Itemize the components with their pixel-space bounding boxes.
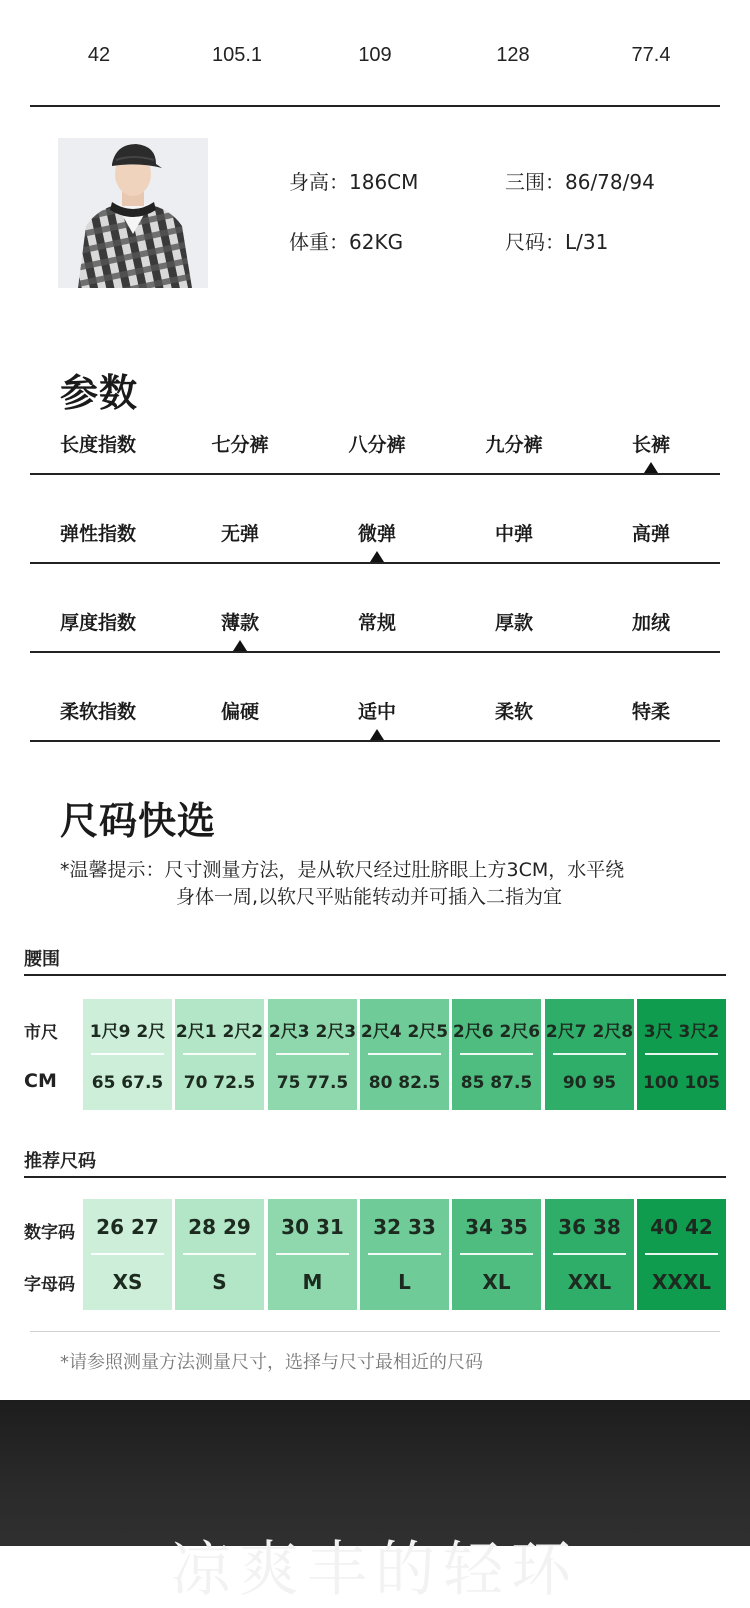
param-label: 柔软指数 bbox=[60, 701, 137, 723]
size-value: 128 bbox=[496, 44, 530, 66]
param-option: 中弹 bbox=[494, 523, 533, 545]
size-column-top: 40 42 bbox=[650, 1215, 713, 1239]
recommend-header-line bbox=[24, 1176, 726, 1178]
model-measurements: 三围：86/78/94 bbox=[505, 170, 655, 194]
size-column bbox=[545, 1199, 634, 1310]
size-column-bottom: 100 105 bbox=[643, 1073, 720, 1093]
size-column-top: 1尺9 2尺 bbox=[89, 1022, 166, 1042]
size-column bbox=[175, 1199, 264, 1310]
param-row bbox=[30, 691, 720, 733]
size-column bbox=[360, 1199, 449, 1310]
recommend-header: 推荐尺码 bbox=[24, 1151, 96, 1172]
waist-header: 腰围 bbox=[24, 949, 60, 970]
size-column-divider bbox=[276, 1253, 349, 1255]
selected-marker-icon bbox=[233, 640, 247, 651]
selected-marker-icon bbox=[370, 551, 384, 562]
size-column-top: 2尺4 2尺5 bbox=[360, 1022, 449, 1042]
size-value: 105.1 bbox=[211, 44, 263, 66]
waist-row2-label: CM bbox=[24, 1070, 57, 1092]
size-value: 42 bbox=[87, 44, 111, 66]
param-option: 偏硬 bbox=[220, 701, 259, 723]
model-height: 身高：186CM bbox=[289, 170, 419, 194]
size-column-bottom: 85 87.5 bbox=[460, 1073, 533, 1093]
size-column bbox=[83, 1199, 172, 1310]
size-column-top: 2尺7 2尺8 bbox=[545, 1022, 634, 1042]
param-row bbox=[30, 513, 720, 555]
size-column-top: 2尺3 2尺3 bbox=[268, 1022, 357, 1042]
size-column bbox=[175, 999, 264, 1110]
size-column bbox=[268, 1199, 357, 1310]
param-option: 长裤 bbox=[631, 434, 670, 456]
param-option: 八分裤 bbox=[348, 434, 406, 456]
size-column-bottom: 70 72.5 bbox=[183, 1073, 256, 1093]
measure-tip-line1: *温馨提示：尺寸测量方法，是从软尺经过肚脐眼上方3CM，水平绕 bbox=[60, 859, 625, 881]
banner-title: 凉爽丰的轻环 bbox=[171, 1535, 579, 1605]
size-column-divider bbox=[645, 1253, 718, 1255]
waist-row1-label: 市尺 bbox=[24, 1023, 58, 1043]
size-column-top: 3尺 3尺2 bbox=[643, 1022, 720, 1042]
size-column-divider bbox=[368, 1253, 441, 1255]
measure-tip-line2: 身体一周,以软尺平贴能转动并可插入二指为宜 bbox=[176, 886, 563, 908]
param-option: 微弹 bbox=[357, 523, 396, 545]
param-option: 特柔 bbox=[631, 701, 670, 723]
param-row bbox=[30, 424, 720, 466]
footnote: *请参照测量方法测量尺寸，选择与尺寸最相近的尺码 bbox=[60, 1352, 483, 1373]
size-column-top: 2尺6 2尺6 bbox=[452, 1022, 541, 1042]
size-column-top: 32 33 bbox=[373, 1215, 436, 1239]
param-scale-line bbox=[30, 651, 720, 653]
param-label: 厚度指数 bbox=[60, 612, 137, 634]
measure-tip bbox=[60, 857, 624, 911]
param-option: 厚款 bbox=[494, 612, 533, 634]
selected-marker-icon bbox=[644, 462, 658, 473]
param-option: 无弹 bbox=[220, 523, 259, 545]
param-option: 柔软 bbox=[494, 701, 533, 723]
size-column-bottom: L bbox=[398, 1270, 411, 1294]
size-column-top: 34 35 bbox=[465, 1215, 528, 1239]
param-scale-line bbox=[30, 473, 720, 475]
size-column bbox=[452, 1199, 541, 1310]
param-scale-line bbox=[30, 740, 720, 742]
size-column-top: 28 29 bbox=[188, 1215, 251, 1239]
size-column-bottom: XXL bbox=[567, 1270, 612, 1294]
model-size: 尺码：L/31 bbox=[505, 230, 609, 254]
size-column bbox=[360, 999, 449, 1110]
size-column bbox=[545, 999, 634, 1110]
size-column bbox=[637, 1199, 726, 1310]
size-column-bottom: M bbox=[302, 1270, 323, 1294]
size-column-divider bbox=[645, 1053, 718, 1055]
param-option: 加绒 bbox=[631, 612, 670, 634]
size-column-divider bbox=[553, 1253, 626, 1255]
size-column bbox=[637, 999, 726, 1110]
size-column-divider bbox=[460, 1253, 533, 1255]
recommend-row2-label: 字母码 bbox=[24, 1275, 75, 1295]
size-column-bottom: 90 95 bbox=[562, 1073, 617, 1093]
size-column-divider bbox=[553, 1053, 626, 1055]
param-scale-line bbox=[30, 562, 720, 564]
param-row bbox=[30, 602, 720, 644]
size-value: 109 bbox=[358, 44, 392, 66]
param-option: 九分裤 bbox=[485, 434, 543, 456]
size-column-top: 36 38 bbox=[558, 1215, 621, 1239]
size-column-bottom: S bbox=[212, 1270, 227, 1294]
param-label: 长度指数 bbox=[60, 434, 137, 456]
model-photo bbox=[58, 138, 208, 288]
divider bbox=[30, 105, 720, 107]
size-column-divider bbox=[91, 1053, 164, 1055]
param-option: 常规 bbox=[357, 612, 396, 634]
quick-size-title: 尺码快选 bbox=[60, 799, 217, 843]
size-column-divider bbox=[183, 1253, 256, 1255]
params-title: 参数 bbox=[60, 371, 139, 415]
selected-marker-icon bbox=[370, 729, 384, 740]
param-option: 适中 bbox=[357, 701, 396, 723]
size-column-top: 26 27 bbox=[96, 1215, 159, 1239]
size-column-bottom: 75 77.5 bbox=[276, 1073, 349, 1093]
banner bbox=[0, 1400, 750, 1605]
param-label: 弹性指数 bbox=[60, 523, 137, 545]
size-column bbox=[268, 999, 357, 1110]
size-column-divider bbox=[460, 1053, 533, 1055]
size-column bbox=[452, 999, 541, 1110]
size-column-divider bbox=[183, 1053, 256, 1055]
recommend-row1-label: 数字码 bbox=[24, 1223, 75, 1243]
size-column-bottom: XS bbox=[112, 1270, 143, 1294]
size-column-bottom: XL bbox=[482, 1270, 511, 1294]
param-option: 高弹 bbox=[631, 523, 670, 545]
model-weight: 体重：62KG bbox=[289, 230, 404, 254]
size-column-bottom: 65 67.5 bbox=[91, 1073, 164, 1093]
param-option: 七分裤 bbox=[211, 434, 269, 456]
size-column-bottom: 80 82.5 bbox=[368, 1073, 441, 1093]
size-column-divider bbox=[368, 1053, 441, 1055]
size-column-top: 2尺1 2尺2 bbox=[175, 1022, 264, 1042]
size-column-bottom: XXXL bbox=[651, 1270, 711, 1294]
size-column bbox=[83, 999, 172, 1110]
param-option: 薄款 bbox=[220, 612, 259, 634]
size-column-divider bbox=[276, 1053, 349, 1055]
size-value: 77.4 bbox=[631, 44, 671, 66]
size-column-top: 30 31 bbox=[281, 1215, 344, 1239]
size-values-row bbox=[30, 38, 720, 72]
footnote-divider bbox=[30, 1331, 720, 1332]
size-column-divider bbox=[91, 1253, 164, 1255]
waist-header-line bbox=[24, 974, 726, 976]
